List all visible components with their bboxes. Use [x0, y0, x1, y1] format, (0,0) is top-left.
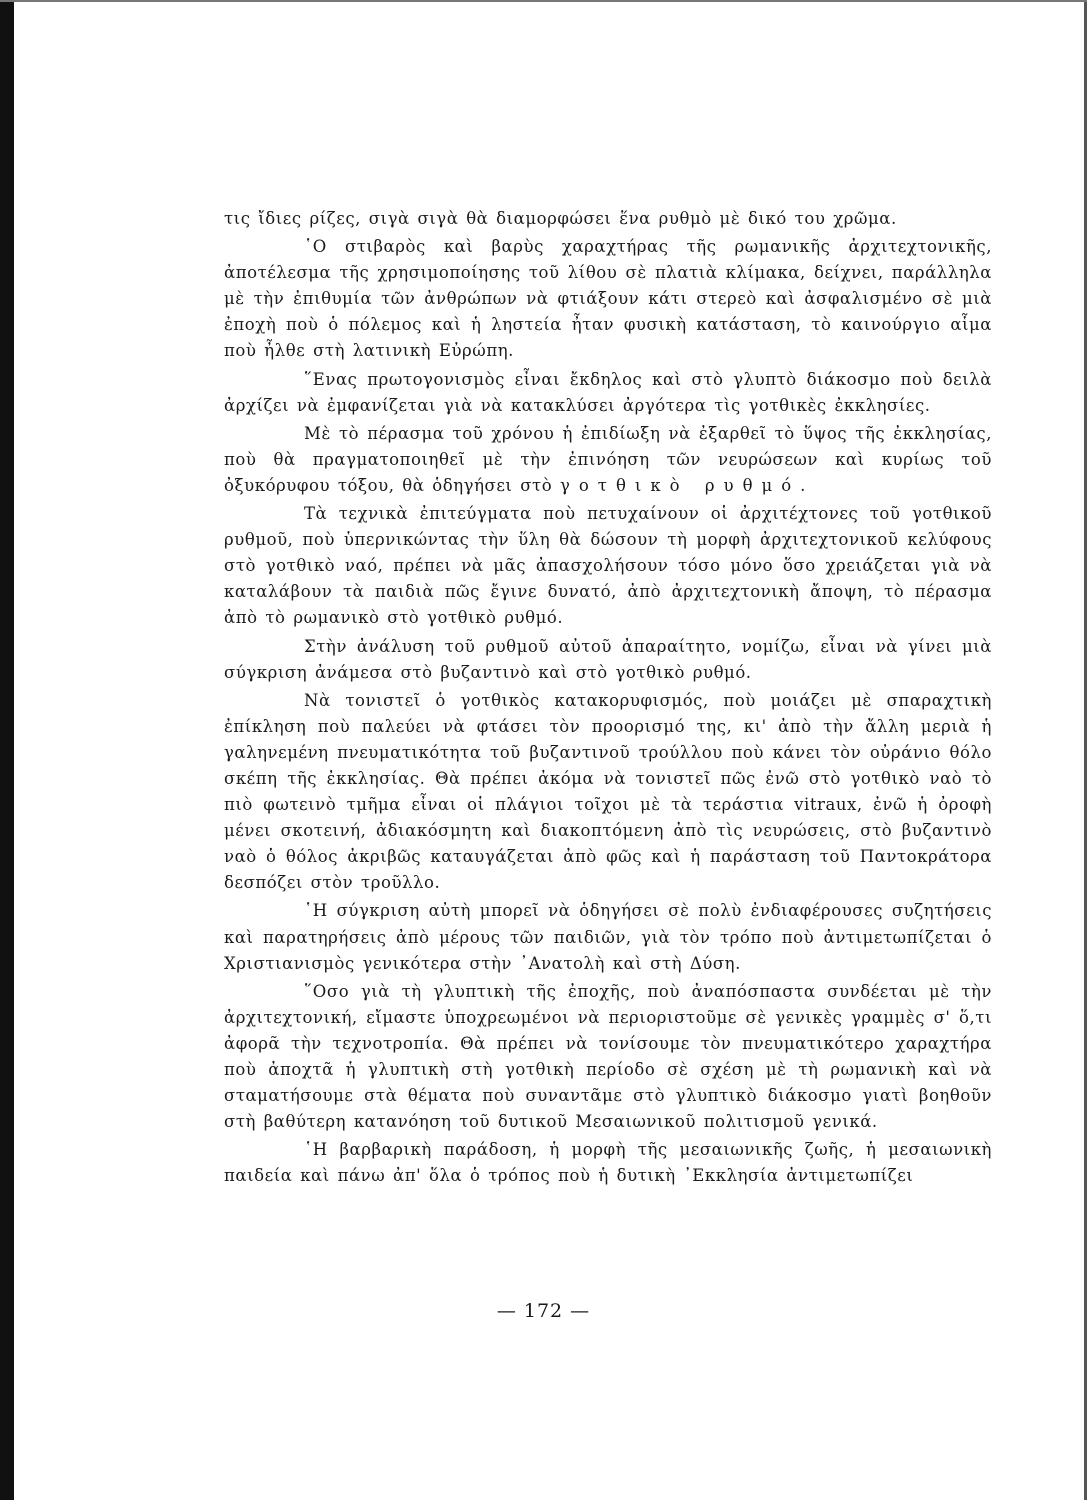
body-text	[224, 206, 992, 1191]
paragraph-primitivism: ῞Ενας πρωτογονισμὸς εἶναι ἔκδηλος καὶ στὸ γλυπτὸ διάκοσμο ποὺ δειλὰ ἀρχίζει νὰ ἐμφανίζεται γιὰ νὰ κατακλύσει ἀργότερα τὶς γοτθικὲς ἐκκλησίες.	[224, 369, 992, 415]
paragraph-barbarian-tradition: ῾Η βαρβαρικὴ παράδοση, ἡ μορφὴ τῆς μεσαιωνικῆς ζωῆς, ἡ μεσαιωνικὴ παιδεία καὶ πάνω ἀπ' ὅλα ὁ τρόπος ποὺ ἡ δυτικὴ ᾿Εκκλησία ἀντιμετωπίζει	[224, 1140, 992, 1186]
paragraph-gothic-style	[224, 421, 992, 499]
scan-border-top	[0, 0, 1087, 2]
paragraph-comparison-intro: Στὴν ἀνάλυση τοῦ ρυθμοῦ αὐτοῦ ἀπαραίτητο, νομίζω, εἶναι νὰ γίνει μιὰ σύγκριση ἀνάμεσα στὸ βυζαντινὸ καὶ στὸ γοτθικὸ ρυθμό.	[224, 636, 992, 682]
paragraph-continuation: τις ἴδιες ρίζες, σιγὰ σιγὰ θὰ διαμορφώσει ἕνα ρυθμὸ μὲ δικό του χρῶμα.	[224, 209, 897, 228]
paragraph-verticality: Νὰ τονιστεῖ ὁ γοτθικὸς κατακορυφισμός, ποὺ μοιάζει μὲ σπαραχτικὴ ἐπίκληση ποὺ παλεύει νὰ φτάσει τὸν προορισμό της, κι' ἀπὸ τὴν ἄλλη μεριὰ ἡ γαληνεμένη πνευματικότητα τοῦ βυζαντινοῦ τρούλλου ποὺ κάνει τὸν οὐράνιο θόλο σκέπη τῆς ἐκκλησίας. Θὰ πρέπει ἀκόμα νὰ τονιστεῖ πῶς ἐνῶ στὸ γοτθικὸ ναὸ τὸ πιὸ φωτεινὸ τμῆμα εἶναι οἱ πλάγιοι τοῖχοι μὲ τὰ τεράστια vitraux, ἐνῶ ἡ ὀροφὴ μένει σκοτεινή, ἀδιακόσμητη καὶ διακοπτόμενη ἀπὸ τὶς νευρώσεις, στὸ βυζαντινὸ ναὸ ὁ θόλος ἀκριβῶς καταυγάζεται ἀπὸ φῶς καὶ ἡ παράσταση τοῦ Παντοκράτορα δεσπόζει στὸν τροῦλλο.	[224, 690, 992, 893]
paragraph-romanesque-character: ῾Ο στιβαρὸς καὶ βαρὺς χαραχτήρας τῆς ρωμανικῆς ἀρχιτεχτονικῆς, ἀποτέλεσμα τῆς χρησιμοποίησης τοῦ λίθου σὲ πλατιὰ κλίμακα, δείχνει, παράλληλα μὲ τὴν ἐπιθυμία τῶν ἀνθρώπων νὰ φτιάξουν κάτι στερεὸ καὶ ἀσφαλισμένο σὲ μιὰ ἐποχὴ ποὺ ὁ πόλεμος καὶ ἡ ληστεία ἦταν φυσικὴ κατάσταση, τὸ καινούργιο αἷμα ποὺ ἦλθε στὴ λατινικὴ Εὐρώπη.	[224, 237, 992, 361]
paragraph-technical-achievements: Τὰ τεχνικὰ ἐπιτεύγματα ποὺ πετυχαίνουν οἱ ἀρχιτέχτονες τοῦ γοτθικοῦ ρυθμοῦ, ποὺ ὑπερνικώντας τὴν ὕλη θὰ δώσουν τὴ μορφὴ ἀρχιτεχτονικοῦ κελύφους στὸ γοτθικὸ ναό, πρέπει νὰ μᾶς ἀπασχολήσουν τόσο μόνο ὅσο χρειάζεται γιὰ νὰ καταλάβουν τὰ παιδιὰ πῶς ἔγινε δυνατό, ἀπὸ ἀρχιτεχτονικὴ ἄποψη, τὸ πέρασμα ἀπὸ τὸ ρωμανικὸ στὸ γοτθικὸ ρυθμό.	[224, 504, 992, 628]
page-number: — 172 —	[496, 1300, 591, 1322]
paragraph-gothic-style-text: Μὲ τὸ πέρασμα τοῦ χρόνου ἡ ἐπιδίωξη νὰ ἐξαρθεῖ τὸ ὕψος τῆς ἐκκλησίας, ποὺ θὰ πραγματοποιηθεῖ μὲ τὴν ἐπινόηση τῶν νευρώσεων καὶ κυρίως τοῦ ὀξυκόρυφου τόξου, θὰ ὁδηγήσει στὸ	[224, 423, 992, 495]
paragraph-discussion: ῾Η σύγκριση αὐτὴ μπορεῖ νὰ ὁδηγήσει σὲ πολὺ ἐνδιαφέρουσες συζητήσεις καὶ παρατηρήσεις ἀπὸ μέρους τῶν παιδιῶν, γιὰ τὸν τρόπο ποὺ ἀντιμετωπίζεται ὁ Χριστιανισμὸς γενικότερα στὴν ᾿Ανατολὴ καὶ στὴ Δύση.	[224, 901, 992, 973]
paragraph-sculpture: ῞Οσο γιὰ τὴ γλυπτικὴ τῆς ἐποχῆς, ποὺ ἀναπόσπαστα συνδέεται μὲ τὴν ἀρχιτεχτονική, εἴμαστε ὑποχρεωμένοι νὰ περιοριστοῦμε σὲ γενικὲς γραμμὲς σ' ὅ,τι ἀφορᾶ τὴν τεχνοτροπία. Θὰ πρέπει νὰ τονίσουμε τὸν πνευματικότερο χαραχτήρα ποὺ ἀποχτᾶ ἡ γλυπτικὴ στὴ γοτθικὴ περίοδο σὲ σχέση μὲ τὴ ρωμανικὴ καὶ νὰ σταματήσουμε στὰ θέματα ποὺ συναντᾶμε στὸ γλυπτικὸ διάκοσμο γιατὶ βοηθοῦν στὴ βαθύτερη κατανόηση τοῦ δυτικοῦ Μεσαιωνικοῦ πολιτισμοῦ γενικά.	[224, 981, 992, 1132]
spaced-emphasis: γοτθικὸ ρυθμό.	[560, 475, 815, 495]
scan-border-left	[0, 0, 14, 1500]
